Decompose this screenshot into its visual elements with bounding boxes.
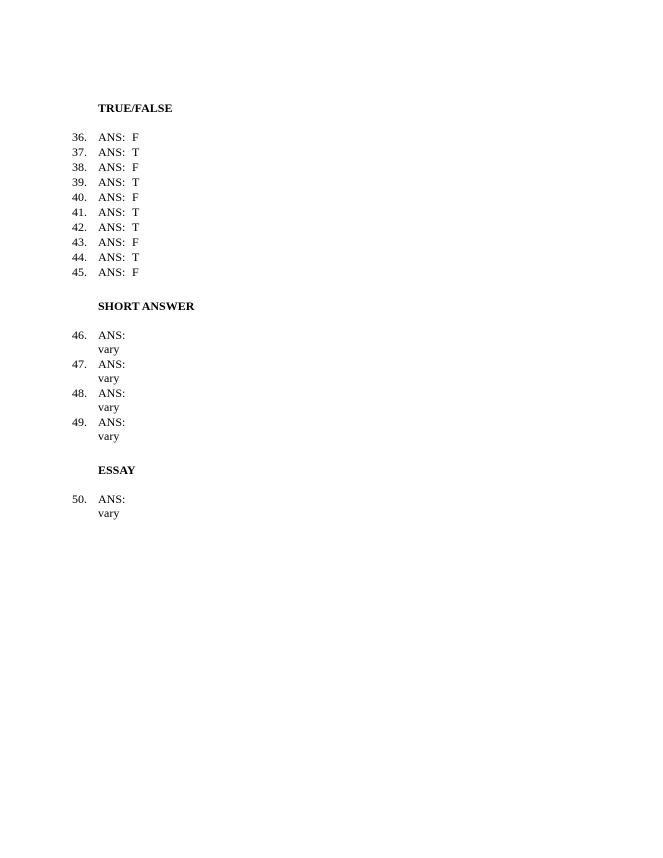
- item-number: 45.: [72, 265, 87, 279]
- short-answer-list: [72, 328, 592, 444]
- list-item: [72, 328, 592, 357]
- ans-label: ANS:: [98, 492, 126, 506]
- item-number: 37.: [72, 145, 87, 159]
- item-number: 36.: [72, 130, 87, 144]
- list-item: [72, 492, 592, 521]
- answer-value: F: [132, 190, 139, 204]
- item-number: 48.: [72, 386, 87, 400]
- list-item: [72, 220, 592, 235]
- essay-heading: ESSAY: [98, 463, 136, 477]
- short-answer-heading: SHORT ANSWER: [98, 299, 195, 313]
- list-item: [72, 175, 592, 190]
- ans-label: ANS:: [98, 357, 126, 371]
- list-item: [72, 250, 592, 265]
- short-answer-section: [72, 299, 592, 444]
- essay-list: [72, 492, 592, 521]
- true-false-list: [72, 130, 592, 280]
- answer-value: vary: [98, 429, 120, 443]
- item-number: 42.: [72, 220, 87, 234]
- item-number: 44.: [72, 250, 87, 264]
- item-number: 49.: [72, 415, 87, 429]
- ans-label: ANS:: [98, 328, 126, 342]
- answer-value: vary: [98, 371, 120, 385]
- answer-value: F: [132, 265, 139, 279]
- answer-value: T: [132, 175, 140, 189]
- ans-label: ANS:: [98, 175, 126, 189]
- list-item: [72, 235, 592, 250]
- item-number: 43.: [72, 235, 87, 249]
- answer-value: T: [132, 205, 140, 219]
- item-number: 41.: [72, 205, 87, 219]
- true-false-section: [72, 101, 592, 280]
- list-item: [72, 357, 592, 386]
- answer-value: vary: [98, 400, 120, 414]
- ans-label: ANS:: [98, 130, 126, 144]
- item-number: 46.: [72, 328, 87, 342]
- list-item: [72, 386, 592, 415]
- ans-label: ANS:: [98, 160, 126, 174]
- item-number: 50.: [72, 492, 87, 506]
- ans-label: ANS:: [98, 190, 126, 204]
- list-item: [72, 415, 592, 444]
- ans-label: ANS:: [98, 220, 126, 234]
- ans-label: ANS:: [98, 205, 126, 219]
- answer-value: T: [132, 220, 140, 234]
- answer-value: T: [132, 145, 140, 159]
- item-number: 38.: [72, 160, 87, 174]
- item-number: 39.: [72, 175, 87, 189]
- ans-label: ANS:: [98, 415, 126, 429]
- answer-value: T: [132, 250, 140, 264]
- list-item: [72, 130, 592, 145]
- ans-label: ANS:: [98, 265, 126, 279]
- item-number: 40.: [72, 190, 87, 204]
- list-item: [72, 160, 592, 175]
- true-false-heading: TRUE/FALSE: [98, 101, 173, 115]
- answer-value: F: [132, 130, 139, 144]
- essay-section: [72, 463, 592, 521]
- answer-value: vary: [98, 342, 120, 356]
- ans-label: ANS:: [98, 250, 126, 264]
- ans-label: ANS:: [98, 145, 126, 159]
- ans-label: ANS:: [98, 235, 126, 249]
- item-number: 47.: [72, 357, 87, 371]
- list-item: [72, 190, 592, 205]
- answer-value: F: [132, 160, 139, 174]
- list-item: [72, 145, 592, 160]
- list-item: [72, 205, 592, 220]
- answer-value: F: [132, 235, 139, 249]
- answer-value: vary: [98, 506, 120, 520]
- list-item: [72, 265, 592, 280]
- ans-label: ANS:: [98, 386, 126, 400]
